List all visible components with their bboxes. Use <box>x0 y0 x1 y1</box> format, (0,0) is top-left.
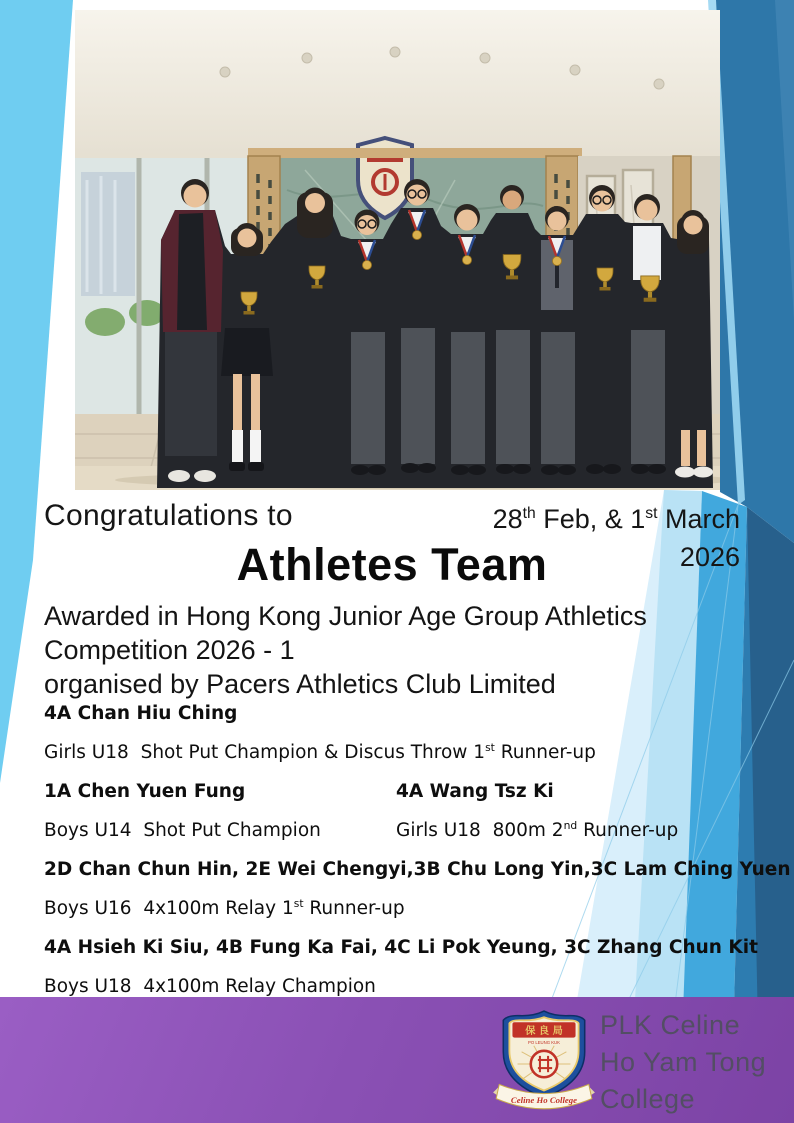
event-year: 2026 <box>679 542 740 572</box>
students-group <box>157 179 713 488</box>
award-names-row <box>44 780 750 804</box>
award-result-cell: Girls U18 Shot Put Champion & Discus Throw 1st Runner-up <box>44 740 596 763</box>
crest-emblem <box>531 1051 557 1077</box>
footer <box>0 997 794 1123</box>
award-description-line1: Awarded in Hong Kong Junior Age Group Athletics <box>44 601 647 631</box>
award-description <box>44 599 647 701</box>
award-names-cell: 4A Chan Hiu Ching <box>44 703 238 724</box>
award-result-row <box>44 897 750 921</box>
award-names-row <box>44 702 750 726</box>
award-names-cell: 1A Chen Yuen Fung <box>44 781 246 802</box>
award-result-cell: Girls U18 800m 2nd Runner-up <box>396 818 679 841</box>
award-names-row <box>44 936 758 960</box>
award-result-row <box>44 819 750 843</box>
crest-banner-text: Celine Ho College <box>510 1095 578 1106</box>
school-name-line3: College <box>600 1084 696 1114</box>
award-result-row <box>44 975 750 999</box>
award-description-line3: organised by Pacers Athletics Club Limited <box>44 669 556 699</box>
school-crest <box>493 1005 595 1119</box>
coach <box>161 210 223 482</box>
congratulations-heading: Congratulations to <box>44 499 293 532</box>
team-title: Athletes Team <box>236 539 548 590</box>
crest-org-text: PO LEUNG KUK <box>527 1040 561 1046</box>
crest-chinese-text: 保 良 局 <box>525 1026 563 1038</box>
award-description-line2: Competition 2026 - 1 <box>44 635 295 665</box>
award-names-cell: 4A Wang Tsz Ki <box>396 781 554 802</box>
window-buildings <box>81 172 135 296</box>
award-names-cell: 4A Hsieh Ki Siu, 4B Fung Ka Fai, 4C Li Pok Yeung, 3C Zhang Chun Kit <box>44 937 758 958</box>
school-name-line1: PLK Celine <box>600 1010 741 1040</box>
student-shirt <box>633 226 661 280</box>
team-photo <box>75 10 720 490</box>
award-names-row <box>44 858 791 882</box>
award-list <box>44 702 791 1014</box>
award-result-cell: Boys U18 4x100m Relay Champion <box>44 976 376 997</box>
award-result-row <box>44 741 750 765</box>
school-name-line2: Ho Yam Tong <box>600 1047 767 1077</box>
award-result-cell: Boys U14 Shot Put Champion <box>44 820 321 841</box>
event-date-line: 28th Feb, & 1st March <box>492 504 740 534</box>
wood-beam <box>248 148 582 158</box>
award-names-cell: 2D Chan Chun Hin, 2E Wei Chengyi,3B Chu Long Yin,3C Lam Ching Yuen <box>44 859 791 880</box>
school-name <box>600 1007 766 1118</box>
award-result-cell: Boys U16 4x100m Relay 1st Runner-up <box>44 896 405 919</box>
